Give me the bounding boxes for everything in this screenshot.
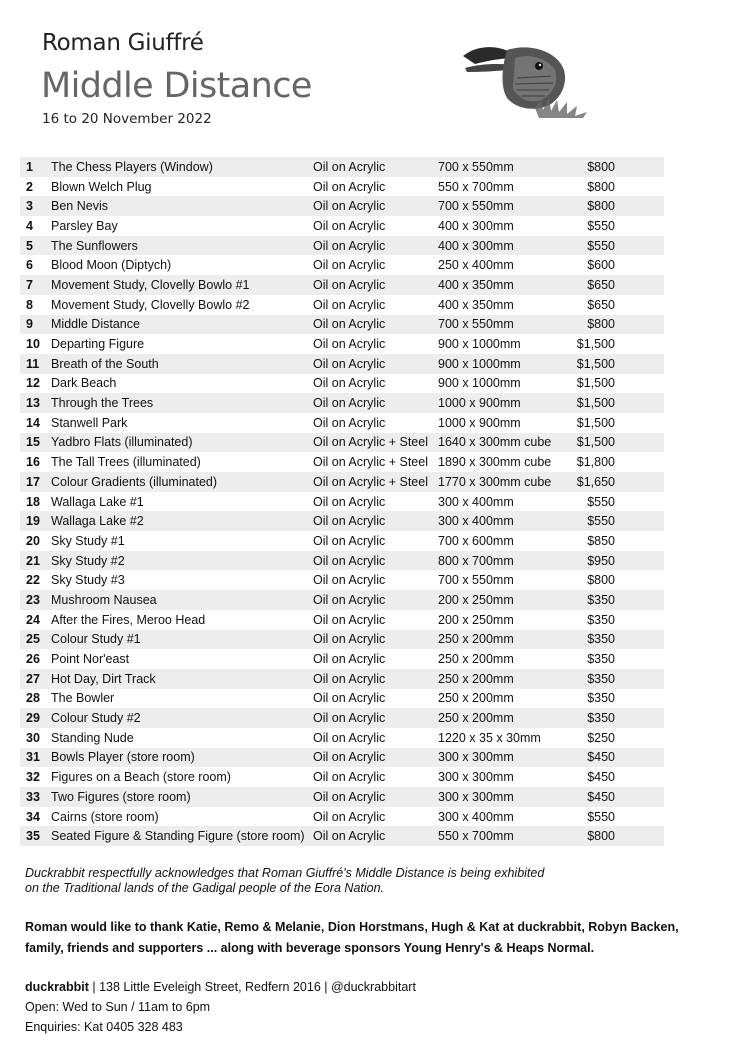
table-row [20, 531, 664, 551]
work-price: $450 [587, 770, 615, 785]
work-number: 21 [20, 551, 51, 571]
table-row [20, 374, 664, 394]
acknowledgement-line-1: Duckrabbit respectfully acknowledges that Roman Giuffré's Middle Distance is being exhibited [25, 866, 545, 880]
work-medium: Oil on Acrylic [313, 809, 386, 824]
table-row [20, 511, 664, 531]
work-medium: Oil on Acrylic [313, 179, 386, 194]
work-size: 900 x 1000mm [438, 376, 521, 391]
work-title: Blown Welch Plug [51, 179, 152, 194]
work-medium: Oil on Acrylic [313, 494, 386, 509]
acknowledgement-line-2: on the Traditional lands of the Gadigal people of the Eora Nation. [25, 881, 385, 895]
table-row [20, 787, 664, 807]
work-number: 3 [20, 196, 51, 216]
work-medium: Oil on Acrylic [313, 236, 438, 256]
work-title: Middle Distance [51, 315, 313, 335]
work-number: 15 [20, 433, 51, 453]
table-row [20, 177, 664, 197]
work-medium: Oil on Acrylic [313, 551, 438, 571]
work-number: 30 [26, 730, 40, 745]
work-title: The Bowler [51, 691, 115, 706]
work-medium: Oil on Acrylic [313, 393, 438, 413]
work-medium: Oil on Acrylic [313, 748, 438, 768]
work-size: 700 x 550mm [438, 573, 514, 588]
table-row [20, 275, 664, 295]
work-medium: Oil on Acrylic [313, 297, 386, 312]
enquiries: Enquiries: Kat 0405 328 483 [25, 1020, 183, 1034]
work-size: 300 x 400mm [438, 494, 514, 509]
work-price: $800 [568, 315, 664, 335]
work-price: $800 [587, 179, 615, 194]
work-price: $650 [587, 297, 615, 312]
work-number: 10 [26, 337, 40, 352]
work-title: Sky Study #1 [51, 533, 125, 548]
work-size: 250 x 200mm [438, 691, 514, 706]
work-price: $1,650 [568, 472, 664, 492]
table-row [20, 826, 664, 846]
work-price: $800 [568, 157, 664, 177]
work-size: 400 x 350mm [438, 297, 514, 312]
work-size: 1220 x 35 x 30mm [438, 730, 541, 745]
work-size: 250 x 200mm [438, 669, 568, 689]
work-title: Bowls Player (store room) [51, 748, 313, 768]
work-size: 250 x 200mm [438, 630, 568, 650]
table-row [20, 570, 664, 590]
work-number: 6 [26, 258, 33, 273]
work-size: 200 x 250mm [438, 590, 568, 610]
work-size: 400 x 350mm [438, 275, 568, 295]
work-size: 300 x 400mm [438, 511, 568, 531]
work-size: 300 x 300mm [438, 748, 568, 768]
work-number: 18 [26, 494, 40, 509]
work-number: 26 [26, 652, 40, 667]
work-title: Departing Figure [51, 337, 145, 352]
work-price: $250 [587, 730, 615, 745]
work-number: 19 [20, 511, 51, 531]
exhibition-dates: 16 to 20 November 2022 [42, 111, 212, 127]
work-price: $600 [587, 258, 615, 273]
work-size: 250 x 200mm [438, 708, 568, 728]
work-size: 700 x 600mm [438, 533, 514, 548]
work-number: 2 [26, 179, 33, 194]
work-number: 27 [20, 669, 51, 689]
work-size: 700 x 550mm [438, 196, 568, 216]
work-number: 25 [20, 630, 51, 650]
artist-name: Roman Giuffré [42, 30, 204, 56]
thanks-note [25, 917, 705, 959]
work-size: 700 x 550mm [438, 157, 568, 177]
work-price: $550 [568, 236, 664, 256]
thanks-line-1: Roman would like to thank Katie, Remo & Melanie, Dion Horstmans, Hugh & Kat at duckrabbit, Robyn Backen, [25, 920, 679, 934]
work-size: 1640 x 300mm cube [438, 433, 568, 453]
table-row [20, 354, 664, 374]
table-row [20, 610, 664, 630]
work-number: 12 [26, 376, 40, 391]
table-row [20, 767, 664, 787]
table-row [20, 472, 664, 492]
work-size: 1890 x 300mm cube [438, 455, 552, 470]
work-price: $1,500 [568, 433, 664, 453]
work-size: 300 x 300mm [438, 787, 568, 807]
thanks-line-2: family, friends and supporters ... along with beverage sponsors Young Henry's & Heaps Normal. [25, 941, 595, 955]
work-title: Sky Study #2 [51, 551, 313, 571]
table-row [20, 708, 664, 728]
work-title: Through the Trees [51, 393, 313, 413]
work-price: $1,500 [576, 376, 615, 391]
work-medium: Oil on Acrylic [313, 315, 438, 335]
work-number: 7 [20, 275, 51, 295]
work-price: $350 [587, 652, 615, 667]
exhibition-title: Middle Distance [41, 66, 312, 106]
table-row [20, 196, 664, 216]
work-size: 1770 x 300mm cube [438, 472, 568, 492]
work-price: $450 [568, 748, 664, 768]
work-medium: Oil on Acrylic [313, 590, 438, 610]
work-title: Colour Study #1 [51, 630, 313, 650]
work-medium: Oil on Acrylic [313, 157, 438, 177]
work-title: Standing Nude [51, 730, 134, 745]
table-row [20, 590, 664, 610]
work-price: $850 [587, 533, 615, 548]
work-price: $1,500 [576, 337, 615, 352]
work-medium: Oil on Acrylic [313, 612, 386, 627]
work-title: Seated Figure & Standing Figure (store room) [51, 826, 313, 846]
work-price: $1,500 [568, 354, 664, 374]
work-medium: Oil on Acrylic [313, 354, 438, 374]
works-table [20, 157, 664, 846]
work-medium: Oil on Acrylic [313, 826, 438, 846]
work-number: 31 [20, 748, 51, 768]
work-medium: Oil on Acrylic [313, 275, 438, 295]
work-medium: Oil on Acrylic [313, 258, 386, 273]
work-price: $350 [568, 669, 664, 689]
work-medium: Oil on Acrylic [313, 196, 438, 216]
table-row [20, 689, 664, 709]
work-medium: Oil on Acrylic [313, 533, 386, 548]
table-row [20, 255, 664, 275]
work-number: 20 [26, 533, 40, 548]
work-size: 1000 x 900mm [438, 393, 568, 413]
work-title: Figures on a Beach (store room) [51, 770, 231, 785]
work-title: Two Figures (store room) [51, 787, 313, 807]
work-size: 1000 x 900mm [438, 415, 521, 430]
table-row [20, 630, 664, 650]
work-number: 11 [20, 354, 51, 374]
work-price: $950 [568, 551, 664, 571]
table-row [20, 492, 664, 512]
work-medium: Oil on Acrylic + Steel [313, 472, 438, 492]
work-price: $1,800 [576, 455, 615, 470]
work-size: 400 x 300mm [438, 218, 514, 233]
table-row [20, 216, 664, 236]
work-number: 22 [26, 573, 40, 588]
table-row [20, 295, 664, 315]
work-title: Colour Gradients (illuminated) [51, 472, 313, 492]
work-title: Blood Moon (Diptych) [51, 258, 172, 273]
work-size: 200 x 250mm [438, 612, 514, 627]
work-number: 13 [20, 393, 51, 413]
work-number: 33 [20, 787, 51, 807]
work-medium: Oil on Acrylic [313, 630, 438, 650]
gallery-name: duckrabbit [25, 980, 89, 994]
work-title: The Sunflowers [51, 236, 313, 256]
work-title: Sky Study #3 [51, 573, 125, 588]
work-price: $800 [568, 826, 664, 846]
work-size: 300 x 300mm [438, 770, 514, 785]
work-medium: Oil on Acrylic [313, 708, 438, 728]
work-medium: Oil on Acrylic [313, 652, 386, 667]
table-row [20, 669, 664, 689]
table-row [20, 236, 664, 256]
work-medium: Oil on Acrylic [313, 669, 438, 689]
gallery-address: | 138 Little Eveleigh Street, Redfern 2016 | @duckrabbitart [88, 980, 416, 994]
work-title: Yadbro Flats (illuminated) [51, 433, 313, 453]
work-title: Dark Beach [51, 376, 117, 391]
work-medium: Oil on Acrylic [313, 337, 386, 352]
table-row [20, 393, 664, 413]
work-medium: Oil on Acrylic [313, 787, 438, 807]
table-row [20, 315, 664, 335]
work-price: $350 [587, 612, 615, 627]
work-title: Parsley Bay [51, 218, 118, 233]
work-price: $650 [568, 275, 664, 295]
work-medium: Oil on Acrylic [313, 730, 386, 745]
work-number: 5 [20, 236, 51, 256]
work-medium: Oil on Acrylic + Steel [313, 433, 438, 453]
work-title: The Chess Players (Window) [51, 157, 313, 177]
table-row [20, 157, 664, 177]
work-title: Stanwell Park [51, 415, 128, 430]
work-size: 250 x 400mm [438, 258, 514, 273]
work-title: Hot Day, Dirt Track [51, 669, 313, 689]
work-number: 35 [20, 826, 51, 846]
address-line [25, 977, 416, 997]
work-number: 24 [26, 612, 40, 627]
work-price: $550 [587, 809, 615, 824]
work-number: 17 [20, 472, 51, 492]
table-row [20, 807, 664, 827]
work-price: $550 [587, 218, 615, 233]
work-title: Breath of the South [51, 354, 313, 374]
table-row [20, 551, 664, 571]
work-medium: Oil on Acrylic [313, 218, 386, 233]
work-size: 300 x 400mm [438, 809, 514, 824]
work-number: 9 [20, 315, 51, 335]
work-medium: Oil on Acrylic [313, 415, 386, 430]
work-title: Ben Nevis [51, 196, 313, 216]
opening-hours: Open: Wed to Sun / 11am to 6pm [25, 1000, 211, 1014]
work-number: 34 [26, 809, 40, 824]
work-price: $800 [587, 573, 615, 588]
work-number: 32 [26, 770, 40, 785]
work-number: 1 [20, 157, 51, 177]
work-size: 550 x 700mm [438, 826, 568, 846]
work-title: The Tall Trees (illuminated) [51, 455, 201, 470]
work-title: Movement Study, Clovelly Bowlo #2 [51, 297, 250, 312]
work-size: 900 x 1000mm [438, 354, 568, 374]
work-price: $350 [568, 630, 664, 650]
work-number: 14 [26, 415, 40, 430]
work-size: 700 x 550mm [438, 315, 568, 335]
work-title: Wallaga Lake #2 [51, 511, 313, 531]
work-price: $450 [568, 787, 664, 807]
work-price: $350 [568, 590, 664, 610]
work-medium: Oil on Acrylic [313, 573, 386, 588]
work-number: 29 [20, 708, 51, 728]
work-number: 23 [20, 590, 51, 610]
table-row [20, 334, 664, 354]
table-row [20, 452, 664, 472]
work-title: Wallaga Lake #1 [51, 494, 144, 509]
work-price: $800 [568, 196, 664, 216]
work-price: $350 [587, 691, 615, 706]
work-size: 800 x 700mm [438, 551, 568, 571]
work-size: 250 x 200mm [438, 652, 514, 667]
table-row [20, 728, 664, 748]
work-medium: Oil on Acrylic [313, 770, 386, 785]
work-title: Cairns (store room) [51, 809, 159, 824]
table-row [20, 649, 664, 669]
table-row [20, 433, 664, 453]
work-title: After the Fires, Meroo Head [51, 612, 206, 627]
work-price: $1,500 [568, 393, 664, 413]
table-row [20, 748, 664, 768]
work-price: $550 [568, 511, 664, 531]
work-number: 8 [26, 297, 33, 312]
work-medium: Oil on Acrylic [313, 376, 386, 391]
work-number: 16 [26, 455, 40, 470]
work-price: $350 [568, 708, 664, 728]
work-size: 400 x 300mm [438, 236, 568, 256]
work-medium: Oil on Acrylic + Steel [313, 455, 428, 470]
work-title: Colour Study #2 [51, 708, 313, 728]
table-row [20, 413, 664, 433]
work-title: Movement Study, Clovelly Bowlo #1 [51, 275, 313, 295]
work-price: $1,500 [576, 415, 615, 430]
work-medium: Oil on Acrylic [313, 511, 438, 531]
acknowledgement [25, 866, 585, 896]
work-title: Mushroom Nausea [51, 590, 313, 610]
work-price: $550 [587, 494, 615, 509]
work-size: 900 x 1000mm [438, 337, 521, 352]
work-title: Point Nor'east [51, 652, 130, 667]
contact-info [25, 977, 416, 1037]
work-size: 550 x 700mm [438, 179, 514, 194]
duckrabbit-logo-icon [455, 38, 595, 123]
work-number: 4 [26, 218, 33, 233]
work-number: 28 [26, 691, 40, 706]
work-medium: Oil on Acrylic [313, 691, 386, 706]
